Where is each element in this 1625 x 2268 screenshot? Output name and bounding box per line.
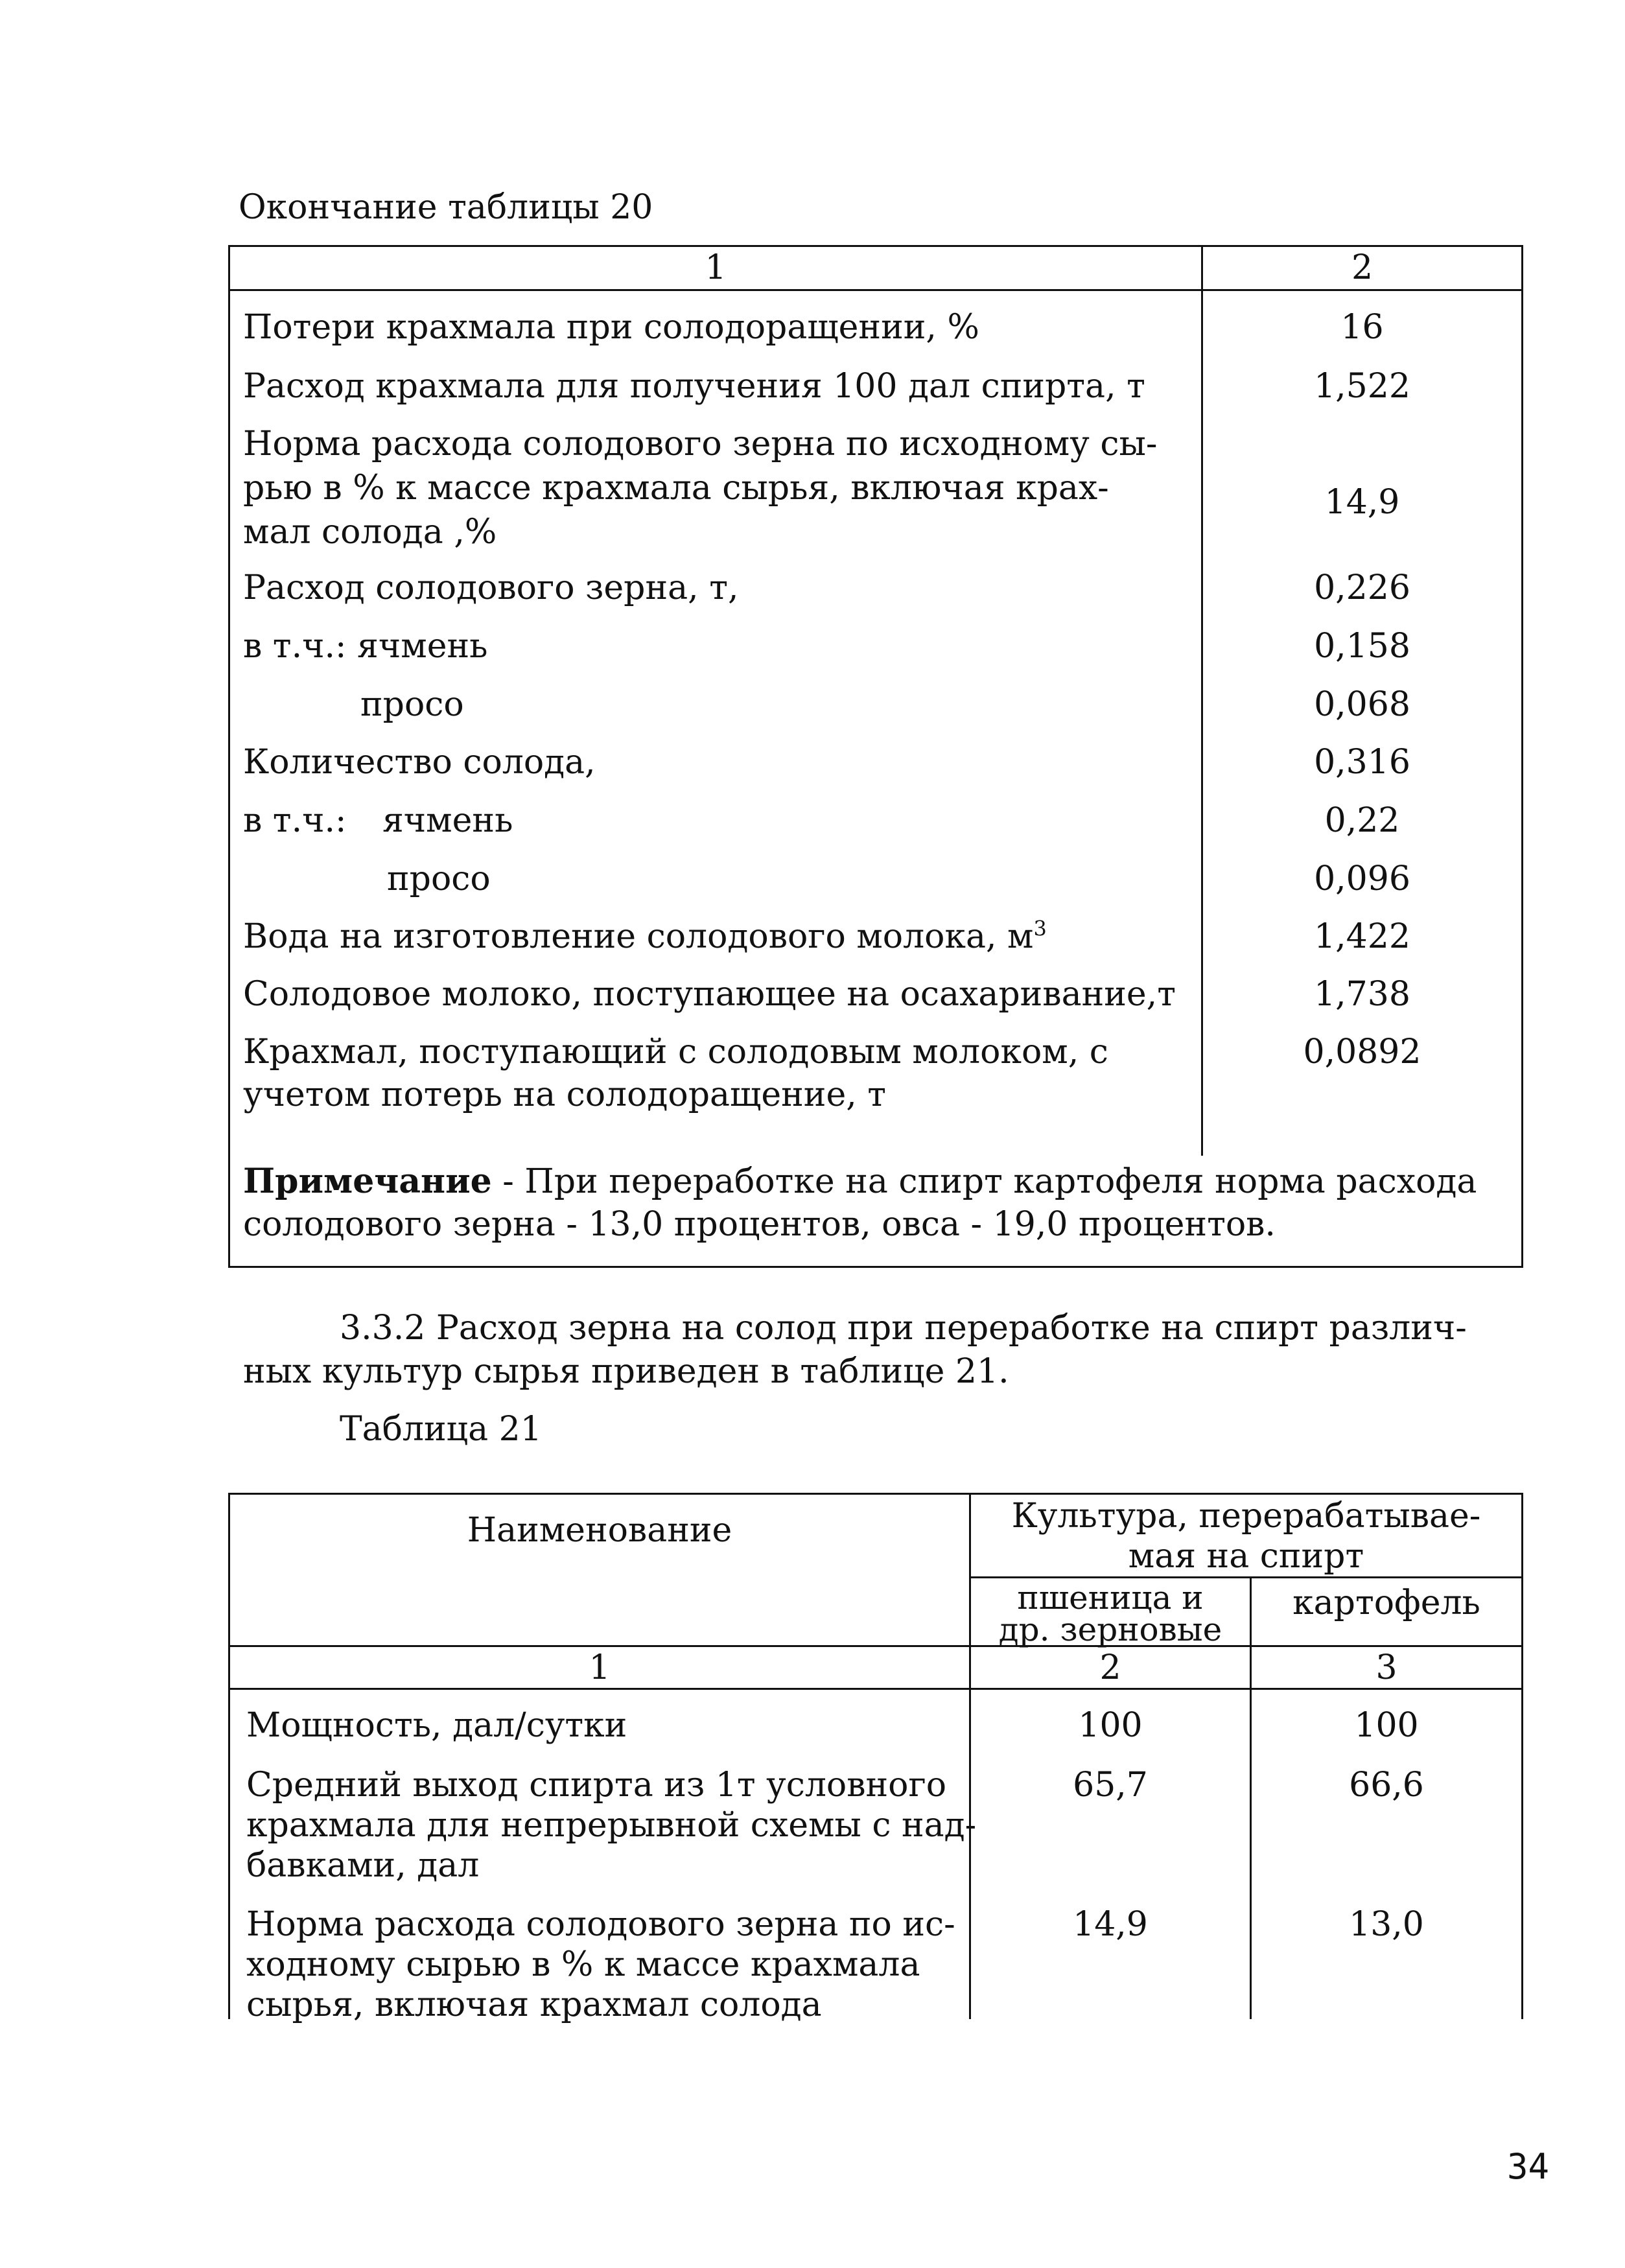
t20-right-border [1521,245,1523,1268]
t20-row-value: 0,096 [1314,859,1410,898]
t21-row-v2: 13,0 [1349,1905,1424,1944]
t20-col2-head: 2 [1351,248,1374,287]
t20-bottom-border [228,1266,1523,1268]
t20-row-value: 1,422 [1314,917,1410,956]
t20-row-name: мал солода ,% [243,513,497,552]
t21-head-name: Наименование [467,1511,732,1550]
t20-row-value: 16 [1340,308,1384,347]
t20-row-value: 14,9 [1324,483,1400,522]
t20-row-value: 0,226 [1314,568,1410,607]
t21-row-name: Средний выход спирта из 1т условного [246,1766,947,1805]
t20-row-name: в т.ч.: [243,801,347,840]
t20-left-border [228,245,230,1268]
t20-row-value: 0,068 [1314,685,1410,724]
t21-row-name: бавками, дал [246,1846,480,1885]
t21-head-potato: картофель [1292,1584,1480,1622]
t20-row-name: Норма расхода солодового зерна по исходному сы- [243,425,1158,463]
t21-row-v1: 100 [1078,1706,1143,1745]
note-label: Примечание [243,1162,492,1201]
t21-head-culture: мая на спирт [1128,1537,1364,1576]
t21-head-wheat: др. зерновые [998,1611,1222,1648]
t21-left-border [228,1493,230,2019]
t21-num2: 2 [1099,1648,1121,1687]
t20-row-name: ячмень [382,801,513,840]
t21-num1: 1 [589,1648,611,1687]
t20-note-line2: солодового зерна - 13,0 процентов, овса - 19,0 процентов. [243,1205,1276,1244]
t21-row-v1: 65,7 [1073,1766,1148,1805]
t20-row-value: 0,158 [1314,627,1410,666]
t20-row-name: в т.ч.: ячмень [243,627,488,666]
t20-row-name: просо [387,859,491,898]
t20-row-name: просо [360,685,464,724]
t21-head-wheat: пшеница и [1017,1579,1204,1617]
t20-head-border [228,289,1523,291]
t21-row-name: сырья, включая крахмал солода [246,1985,822,2024]
t20-row-name: рью в % к массе крахмала сырья, включая крах- [243,469,1109,508]
t21-num3: 3 [1375,1648,1397,1687]
t20-row-value: 1,522 [1314,367,1410,406]
t20-row-name: учетом потерь на солодоращение, т [243,1075,887,1114]
t20-row-name: Потери крахмала при солодоращении, % [243,308,979,347]
table20-caption: Окончание таблицы 20 [239,188,653,227]
t20-row-value: 1,738 [1314,975,1410,1014]
page-number: 34 [1507,2146,1550,2187]
t20-row-name: Расход солодового зерна, т, [243,568,739,607]
t20-row-name: Количество солода, [243,743,596,782]
paragraph-line: 3.3.2 Расход зерна на солод при переработке на спирт различ- [340,1309,1467,1348]
t21-row-name: Норма расхода солодового зерна по ис- [246,1905,955,1944]
t21-row-name: Мощность, дал/сутки [246,1706,627,1745]
t20-row-value: 0,0892 [1303,1033,1421,1071]
t20-note: Примечание - При переработке на спирт картофеля норма расхода [243,1162,1477,1201]
table21-caption: Таблица 21 [340,1410,542,1449]
t21-right-border [1521,1493,1523,2019]
t20-col1-head: 1 [705,248,727,287]
t20-row-name: Вода на изготовление солодового молока, $м^3$ [243,916,1047,956]
t21-row-v2: 66,6 [1349,1766,1424,1805]
t20-row-name: Крахмал, поступающий с солодовым молоком, с [243,1033,1108,1071]
t20-row-name: Солодовое молоко, поступающее на осахаривание,т [243,975,1176,1014]
t21-row-name: крахмала для непрерывной схемы с над- [246,1806,977,1845]
t20-row-name: Расход крахмала для получения 100 дал спирта, т [243,367,1145,406]
t20-row-value: 0,316 [1314,743,1410,782]
t21-row-v1: 14,9 [1073,1905,1148,1944]
t21-row-v2: 100 [1354,1706,1419,1745]
t20-row-value: 0,22 [1324,801,1400,840]
t21-row-name: ходному сырью в % к массе крахмала [246,1945,920,1984]
paragraph-line: ных культур сырья приведен в таблице 21. [243,1352,1009,1391]
t21-head-culture: Культура, перерабатывае- [1011,1497,1481,1536]
